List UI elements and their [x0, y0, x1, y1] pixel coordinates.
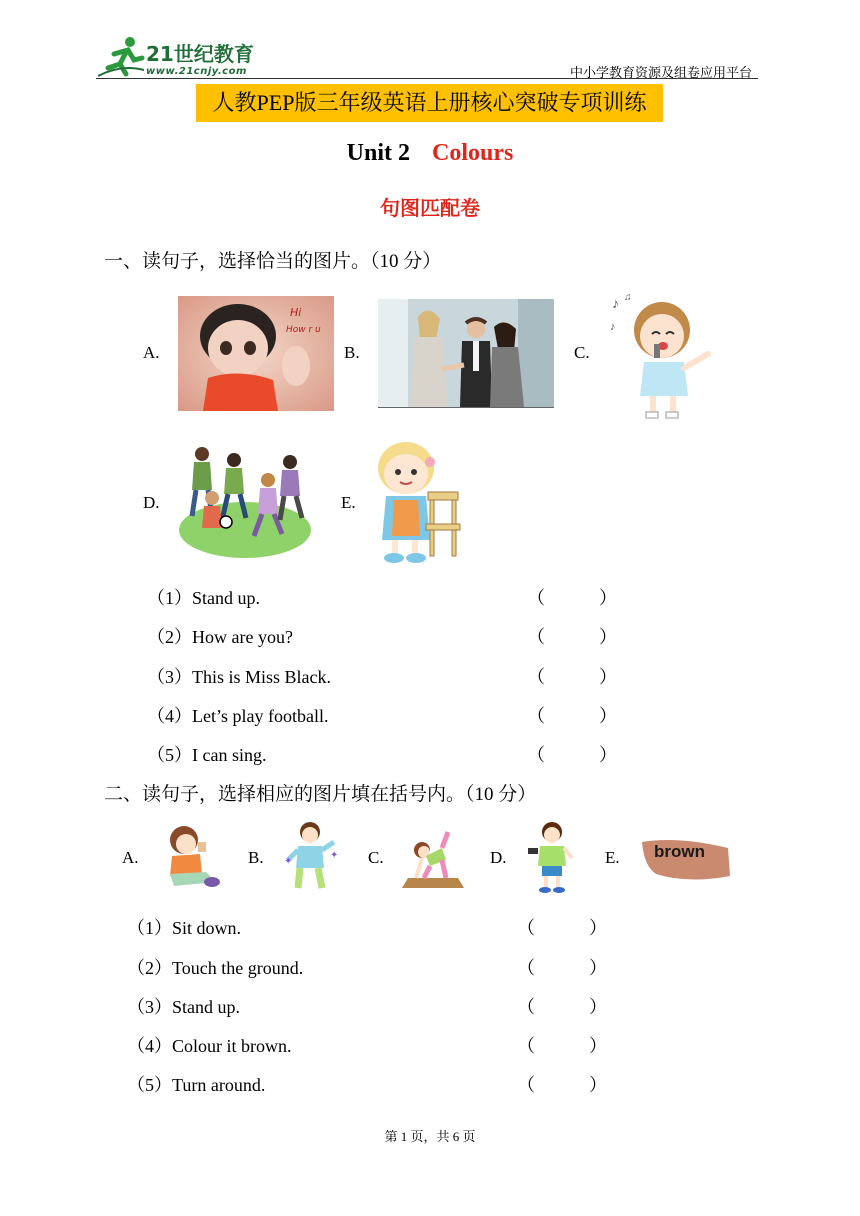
- s2-answer-blank-3[interactable]: （ ）: [517, 997, 607, 1017]
- site-logo: [96, 34, 266, 80]
- svg-text:♫: ♫: [624, 292, 632, 303]
- logo-url: www.21cnjy.com: [146, 66, 247, 77]
- people-shaking-hands-image: [378, 299, 554, 408]
- s1-question-3: （3）This is Miss Black.: [147, 667, 332, 687]
- s2-question-3: （3）Stand up.: [127, 997, 241, 1017]
- page-banner-title: 人教PEP版三年级英语上册核心突破专项训练: [196, 84, 663, 122]
- svg-text:♪: ♪: [610, 321, 616, 333]
- s2-option-letter-d: D.: [490, 848, 507, 867]
- girl-standing-by-chair-image: [372, 440, 466, 566]
- s1-option-letter-b: B.: [344, 343, 360, 362]
- s1-option-letter-e: E.: [341, 493, 356, 512]
- s1-answer-blank-1[interactable]: （ ）: [527, 588, 617, 608]
- worksheet-subtitle: 句图匹配卷: [380, 196, 480, 220]
- s2-option-letter-c: C.: [368, 848, 384, 867]
- svg-text:How r u: How r u: [286, 325, 321, 335]
- s1-option-letter-c: C.: [574, 343, 590, 362]
- s2-option-letter-e: E.: [605, 848, 620, 867]
- s1-answer-blank-3[interactable]: （ ）: [527, 667, 617, 687]
- s2-option-letter-a: A.: [122, 848, 139, 867]
- s1-question-1: （1）Stand up.: [147, 588, 261, 608]
- s1-question-5: （5）I can sing.: [147, 745, 267, 765]
- boy-turning-around-image: [282, 818, 342, 896]
- s2-question-4: （4）Colour it brown.: [127, 1036, 292, 1056]
- unit-label: Unit 2: [346, 140, 410, 166]
- s1-answer-blank-2[interactable]: （ ）: [527, 627, 617, 647]
- svg-text:✦: ✦: [284, 856, 293, 867]
- s2-answer-blank-1[interactable]: （ ）: [517, 918, 607, 938]
- section2-title: 二、读句子，选择相应的图片填在括号内。（10 分）: [104, 784, 537, 805]
- girl-touching-ground-image: [402, 826, 464, 888]
- unit-name: Colours: [432, 140, 514, 166]
- svg-text:Hi: Hi: [290, 306, 302, 319]
- s2-answer-blank-2[interactable]: （ ）: [517, 958, 607, 978]
- s2-answer-blank-5[interactable]: （ ）: [517, 1075, 607, 1095]
- s2-question-2: （2）Touch the ground.: [127, 958, 304, 978]
- s2-answer-blank-4[interactable]: （ ）: [517, 1036, 607, 1056]
- header-divider: [96, 78, 758, 79]
- logo-text: 21世纪教育: [146, 42, 254, 66]
- svg-text:✦: ✦: [330, 850, 339, 861]
- brown-swatch-label: brown: [654, 842, 705, 861]
- s1-option-letter-d: D.: [143, 493, 160, 512]
- s2-option-letter-b: B.: [248, 848, 264, 867]
- section1-title: 一、读句子，选择恰当的图片。（10 分）: [104, 251, 442, 272]
- s1-question-2: （2）How are you?: [147, 627, 293, 647]
- unit-title: [0, 140, 860, 167]
- s2-question-5: （5）Turn around.: [127, 1075, 266, 1095]
- brown-paint-swatch-image: [638, 836, 732, 882]
- girl-sitting-image: [160, 824, 224, 890]
- kids-playing-football-image: [178, 440, 312, 560]
- s2-question-1: （1）Sit down.: [127, 918, 242, 938]
- runner-icon: [96, 34, 146, 80]
- s1-answer-blank-5[interactable]: （ ）: [527, 745, 617, 765]
- s1-question-4: （4）Let’s play football.: [147, 706, 329, 726]
- s1-option-letter-a: A.: [143, 343, 160, 362]
- doll-waving-hi-image: [178, 296, 334, 411]
- page-number-footer: 第 1 页，共 6 页: [384, 1129, 476, 1144]
- s1-answer-blank-4[interactable]: （ ）: [527, 706, 617, 726]
- boy-standing-image: [526, 820, 576, 894]
- girl-singing-image: [608, 290, 714, 422]
- platform-label: 中小学教育资源及组卷应用平台: [569, 65, 752, 80]
- svg-text:♪: ♪: [612, 297, 619, 312]
